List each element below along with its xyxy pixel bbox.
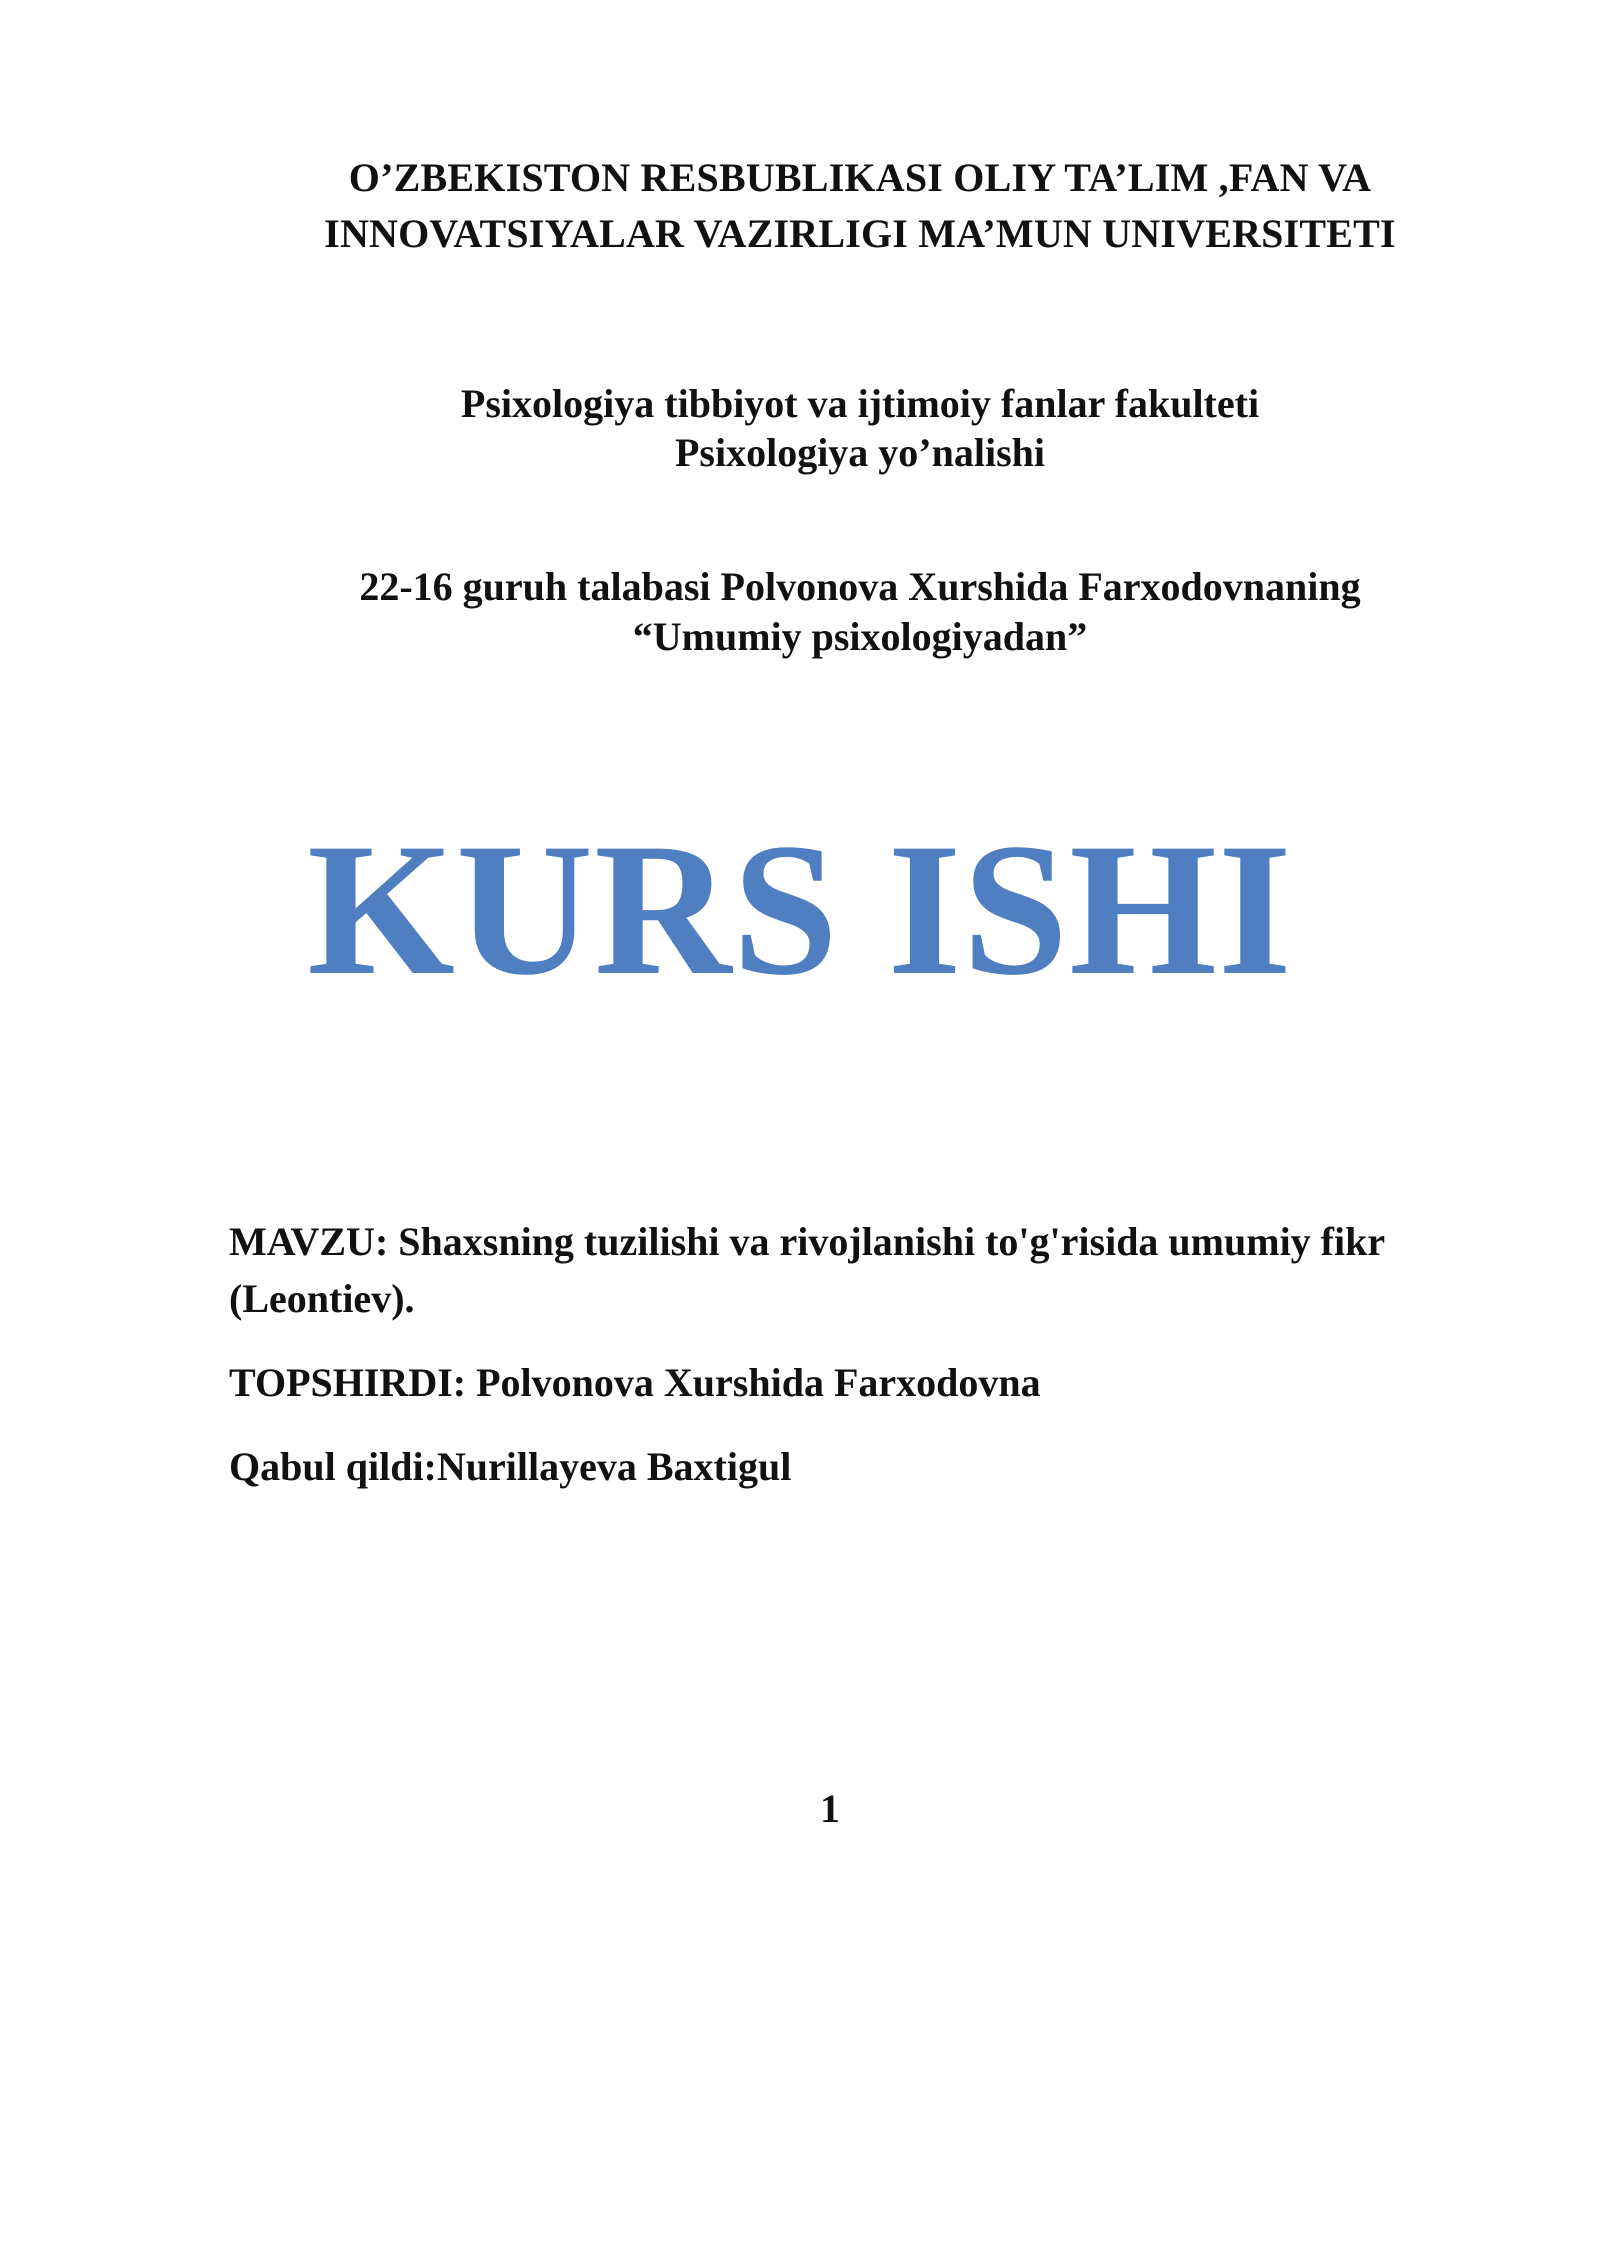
accepted-by: Qabul qildi:Nurillayeva Baxtigul <box>229 1444 792 1489</box>
ministry-line-2: INNOVATSIYALAR VAZIRLIGI MA’MUN UNIVERSITETI <box>324 211 1396 256</box>
ministry-line-1: O’ZBEKISTON RESBUBLIKASI OLIY TA’LIM ,FAN VA <box>348 155 1372 200</box>
topic-line-1: MAVZU: Shaxsning tuzilishi va rivojlanishi to'g'risida umumiy fikr <box>229 1219 1386 1264</box>
student-line-1: 22-16 guruh talabasi Polvonova Xurshida Farxodovnaning <box>359 564 1361 609</box>
submitted-by: TOPSHIRDI: Polvonova Xurshida Farxodovna <box>229 1360 1041 1405</box>
topic-line-2: (Leontiev). <box>229 1276 415 1321</box>
document-title: KURS ISHI <box>307 805 1293 1015</box>
page-number: 1 <box>820 1786 840 1831</box>
faculty-line-1: Psixologiya tibbiyot va ijtimoiy fanlar fakulteti <box>460 381 1260 426</box>
student-line-2: “Umumiy psixologiyadan” <box>632 614 1088 659</box>
faculty-line-2: Psixologiya yo’nalishi <box>674 430 1046 475</box>
